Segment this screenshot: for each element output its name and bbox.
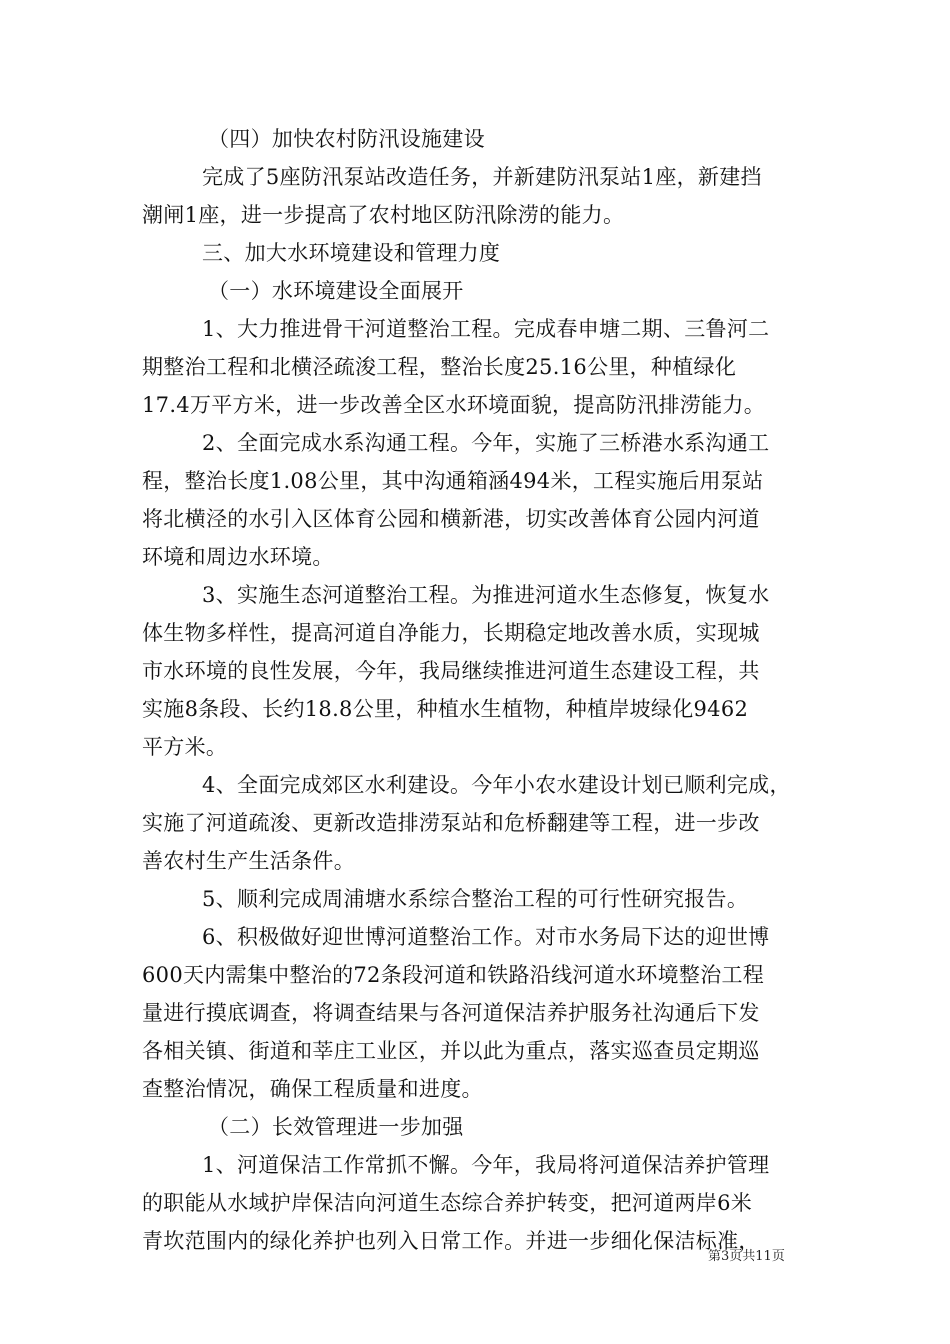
section-heading-three: 三、加大水环境建设和管理力度: [202, 241, 501, 265]
paragraph-line: 600天内需集中整治的72条段河道和铁路沿线河道水环境整治工程: [142, 963, 765, 987]
paragraph-line: 体生物多样性，提高河道自净能力，长期稳定地改善水质，实现城: [142, 621, 760, 645]
paragraph-line: 将北横泾的水引入区体育公园和横新港，切实改善体育公园内河道: [142, 507, 760, 531]
paragraph-line: 5、顺利完成周浦塘水系综合整治工程的可行性研究报告。: [202, 887, 749, 911]
paragraph-line: 青坎范围内的绿化养护也列入日常工作。并进一步细化保洁标准，: [142, 1229, 760, 1253]
paragraph-line: 潮闸1座，进一步提高了农村地区防汛除涝的能力。: [142, 203, 625, 227]
paragraph-line: 实施了河道疏浚、更新改造排涝泵站和危桥翻建等工程，进一步改: [142, 811, 760, 835]
paragraph-line: 量进行摸底调查，将调查结果与各河道保洁养护服务社沟通后下发: [142, 1001, 760, 1025]
paragraph-line: 2、全面完成水系沟通工程。今年，实施了三桥港水系沟通工: [202, 431, 770, 455]
subheading-one: （一）水环境建设全面展开: [208, 279, 464, 303]
paragraph-line: 环境和周边水环境。: [142, 545, 334, 569]
page-number-footer: 第3页共11页: [708, 1249, 785, 1264]
paragraph-line: 实施8条段、长约18.8公里，种植水生植物，种植岸坡绿化9462: [142, 697, 749, 721]
paragraph-line: 查整治情况，确保工程质量和进度。: [142, 1077, 483, 1101]
paragraph-line: 善农村生产生活条件。: [142, 849, 355, 873]
paragraph-line: 平方米。: [142, 735, 228, 759]
paragraph-line: 4、全面完成郊区水利建设。今年小农水建设计划已顺利完成，: [202, 773, 791, 797]
paragraph-line: 17.4万平方米，进一步改善全区水环境面貌，提高防汛排涝能力。: [142, 393, 766, 417]
paragraph-line: 各相关镇、街道和莘庄工业区，并以此为重点，落实巡查员定期巡: [142, 1039, 760, 1063]
paragraph-line: 3、实施生态河道整治工程。为推进河道水生态修复，恢复水: [202, 583, 770, 607]
paragraph-line: 完成了5座防汛泵站改造任务，并新建防汛泵站1座，新建挡: [202, 165, 762, 189]
paragraph-line: 1、大力推进骨干河道整治工程。完成春申塘二期、三鲁河二: [202, 317, 770, 341]
paragraph-line: 1、河道保洁工作常抓不懈。今年，我局将河道保洁养护管理: [202, 1153, 770, 1177]
subheading-two: （二）长效管理进一步加强: [208, 1115, 464, 1139]
paragraph-line: 6、积极做好迎世博河道整治工作。对市水务局下达的迎世博: [202, 925, 770, 949]
document-body: [142, 120, 814, 1260]
paragraph-line: 程，整治长度1.08公里，其中沟通箱涵494米，工程实施后用泵站: [142, 469, 764, 493]
subheading-four: （四）加快农村防汛设施建设: [208, 127, 485, 151]
paragraph-line: 市水环境的良性发展，今年，我局继续推进河道生态建设工程，共: [142, 659, 760, 683]
paragraph-line: 的职能从水域护岸保洁向河道生态综合养护转变，把河道两岸6米: [142, 1191, 753, 1215]
paragraph-line: 期整治工程和北横泾疏浚工程，整治长度25.16公里，种植绿化: [142, 355, 737, 379]
